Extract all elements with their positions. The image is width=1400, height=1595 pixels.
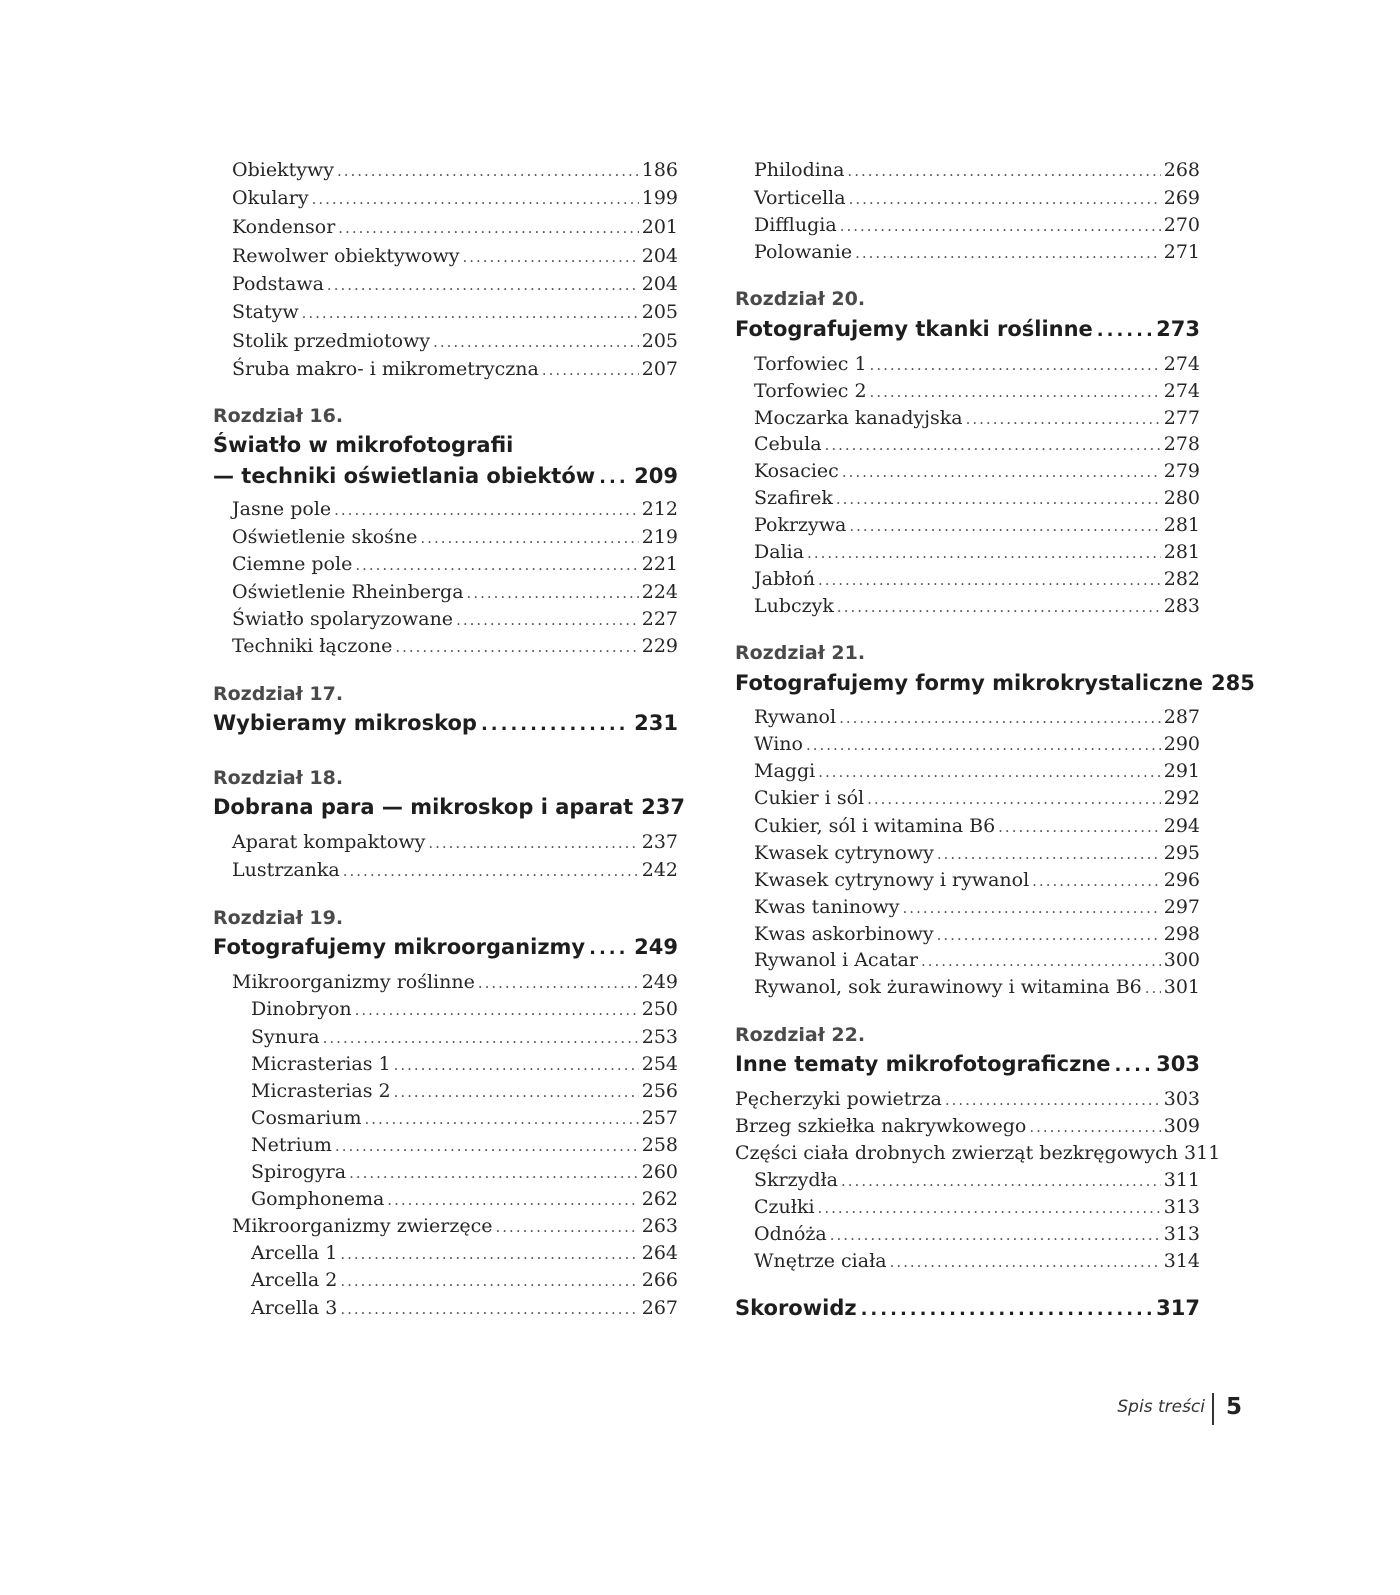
entry-page: 292 xyxy=(1163,787,1200,809)
dot-leader xyxy=(818,568,1161,592)
dot-leader xyxy=(355,553,638,577)
entry-page: 186 xyxy=(641,159,678,181)
toc-entry[interactable] xyxy=(735,922,1200,947)
chapter-title-line: Wybieramy mikroskop xyxy=(213,711,477,735)
dot-leader xyxy=(496,1215,639,1239)
chapter-title-line: Fotografujemy tkanki roślinne xyxy=(735,317,1093,341)
entry-page: 294 xyxy=(1163,815,1200,837)
entry-page: 278 xyxy=(1163,433,1200,455)
entry-page: 274 xyxy=(1163,380,1200,402)
toc-subentry[interactable] xyxy=(213,1133,678,1158)
toc-entry[interactable] xyxy=(213,215,678,240)
entry-page: 242 xyxy=(641,859,678,881)
dot-leader xyxy=(323,1026,639,1050)
entry-label: Śruba makro- i mikrometryczna xyxy=(232,358,539,380)
entry-label: Podstawa xyxy=(232,273,324,295)
entry-page: 199 xyxy=(641,187,678,209)
toc-entry[interactable] xyxy=(213,607,678,632)
entry-page: 204 xyxy=(641,273,678,295)
entry-label: Mikroorganizmy roślinne xyxy=(232,971,475,993)
toc-entry[interactable] xyxy=(735,594,1200,619)
entry-label: Części ciała drobnych zwierząt bezkręgowych xyxy=(735,1142,1179,1164)
entry-label: Skrzydła xyxy=(754,1169,839,1191)
toc-subentry[interactable] xyxy=(213,1025,678,1050)
dot-leader xyxy=(966,407,1161,431)
dot-leader xyxy=(327,273,639,297)
entry-label: Torfowiec 1 xyxy=(754,353,867,375)
entry-label: Okulary xyxy=(232,187,309,209)
entry-label: Cosmarium xyxy=(251,1107,362,1129)
entry-page: 309 xyxy=(1163,1115,1200,1137)
toc-entry[interactable] xyxy=(735,213,1200,238)
toc-entry[interactable] xyxy=(213,552,678,577)
dot-leader xyxy=(825,433,1161,457)
entry-page: 219 xyxy=(641,526,678,548)
toc-subentry[interactable] xyxy=(213,1106,678,1131)
chapter-page: 273 xyxy=(1156,317,1200,341)
chapter-page: 237 xyxy=(641,795,685,819)
toc-entry[interactable] xyxy=(735,567,1200,592)
entry-page: 250 xyxy=(641,998,678,1020)
entry-page: 266 xyxy=(641,1269,678,1291)
chapter-page: 231 xyxy=(634,711,678,735)
dot-leader xyxy=(394,1053,639,1077)
entry-page: 264 xyxy=(641,1242,678,1264)
dot-leader xyxy=(340,1269,638,1293)
entry-page: 205 xyxy=(641,301,678,323)
dot-leader xyxy=(806,733,1161,757)
entry-label: Cebula xyxy=(754,433,822,455)
dot-leader xyxy=(1032,869,1161,893)
toc-subentry[interactable] xyxy=(213,1160,678,1185)
dot-leader xyxy=(937,842,1161,866)
entry-page: 303 xyxy=(1163,1088,1200,1110)
entry-label: Wnętrze ciała xyxy=(754,1250,887,1272)
entry-page: 290 xyxy=(1163,733,1200,755)
entry-page: 314 xyxy=(1163,1250,1200,1272)
dot-leader xyxy=(818,1196,1161,1220)
entry-page: 229 xyxy=(641,635,678,657)
entry-page: 311 xyxy=(1163,1169,1200,1191)
chapter-label: Rozdział 17. xyxy=(213,683,344,705)
dot-leader xyxy=(849,514,1160,538)
entry-label: Kwasek cytrynowy i rywanol xyxy=(754,869,1030,891)
dot-leader xyxy=(903,896,1161,920)
toc-entry[interactable] xyxy=(735,1114,1200,1139)
entry-label: Aparat kompaktowy xyxy=(232,831,426,853)
toc-entry[interactable] xyxy=(213,830,678,855)
entry-page: 281 xyxy=(1163,514,1200,536)
entry-page: 291 xyxy=(1163,760,1200,782)
toc-entry[interactable] xyxy=(735,352,1200,377)
dot-leader xyxy=(945,1088,1161,1112)
dot-leader xyxy=(312,187,639,211)
entry-page: 281 xyxy=(1163,541,1200,563)
toc-entry[interactable] xyxy=(213,634,678,659)
toc-entry[interactable] xyxy=(735,186,1200,211)
dot-leader xyxy=(807,541,1161,565)
dot-leader xyxy=(921,949,1161,973)
entry-label: Rywanol xyxy=(754,706,837,728)
entry-page: 298 xyxy=(1163,923,1200,945)
footer-divider xyxy=(1212,1393,1214,1425)
entry-label: Arcella 3 xyxy=(251,1297,338,1319)
toc-entry[interactable] xyxy=(735,432,1200,457)
entry-label: Micrasterias 1 xyxy=(251,1053,391,1075)
entry-label: Arcella 2 xyxy=(251,1269,338,1291)
dot-leader xyxy=(847,159,1160,183)
entry-label: Difflugia xyxy=(754,214,837,236)
entry-label: Spirogyra xyxy=(251,1161,347,1183)
chapter-title-line: Fotografujemy mikroorganizmy xyxy=(213,935,586,959)
entry-page: 262 xyxy=(641,1188,678,1210)
entry-label: Arcella 1 xyxy=(251,1242,338,1264)
footer-title: Spis treści xyxy=(1117,1397,1205,1417)
dot-leader xyxy=(462,245,638,269)
entry-page: 283 xyxy=(1163,595,1200,617)
toc-entry[interactable] xyxy=(735,513,1200,538)
toc-entry[interactable] xyxy=(213,357,678,382)
toc-subentry[interactable] xyxy=(213,1296,678,1321)
dot-leader xyxy=(855,241,1161,265)
entry-page: 287 xyxy=(1163,706,1200,728)
entry-page: 313 xyxy=(1163,1196,1200,1218)
dot-leader xyxy=(837,595,1161,619)
entry-label: Netrium xyxy=(251,1134,332,1156)
entry-page: 297 xyxy=(1163,896,1200,918)
entry-label: Rywanol, sok żurawinowy i witamina B6 xyxy=(754,976,1142,998)
entry-page: 277 xyxy=(1163,407,1200,429)
entry-page: 282 xyxy=(1163,568,1200,590)
entry-page: 267 xyxy=(641,1297,678,1319)
entry-page: 271 xyxy=(1163,241,1200,263)
chapter-title-line: Dobrana para — mikroskop i aparat xyxy=(213,795,634,819)
chapter-title[interactable] xyxy=(213,933,678,963)
toc-entry[interactable] xyxy=(735,948,1200,973)
entry-label: Rewolwer obiektywowy xyxy=(232,245,460,267)
entry-label: Mikroorganizmy zwierzęce xyxy=(232,1215,493,1237)
dot-leader xyxy=(428,831,638,855)
toc-entry[interactable] xyxy=(735,1087,1200,1112)
entry-label: Stolik przedmiotowy xyxy=(232,330,431,352)
toc-entry[interactable] xyxy=(735,406,1200,431)
entry-label: Kwasek cytrynowy xyxy=(754,842,934,864)
entry-label: Dalia xyxy=(754,541,805,563)
dot-leader xyxy=(335,1134,639,1158)
dot-leader xyxy=(599,464,630,492)
toc-subentry[interactable] xyxy=(735,1168,1200,1193)
entry-label: Torfowiec 2 xyxy=(754,380,867,402)
dot-leader xyxy=(890,1250,1161,1274)
entry-label: Obiektywy xyxy=(232,159,334,181)
entry-page: 296 xyxy=(1163,869,1200,891)
entry-page: 280 xyxy=(1163,487,1200,509)
entry-page: 270 xyxy=(1163,214,1200,236)
entry-label: Światło spolaryzowane xyxy=(232,608,454,630)
dot-leader xyxy=(937,923,1161,947)
toc-entry[interactable] xyxy=(213,525,678,550)
dot-leader xyxy=(836,487,1161,511)
toc-entry[interactable] xyxy=(735,975,1200,1000)
entry-page: 263 xyxy=(641,1215,678,1237)
chapter-label: Rozdział 21. xyxy=(735,642,866,664)
toc-entry[interactable] xyxy=(735,379,1200,404)
entry-label: Kondensor xyxy=(232,216,336,238)
entry-label: Wino xyxy=(754,733,803,755)
toc-entry[interactable] xyxy=(213,497,678,522)
entry-page: 253 xyxy=(641,1026,678,1048)
toc-entry[interactable] xyxy=(735,459,1200,484)
entry-label: Rywanol i Acatar xyxy=(754,949,918,971)
dot-leader xyxy=(394,1080,639,1104)
dot-leader xyxy=(1097,317,1152,345)
entry-page: 254 xyxy=(641,1053,678,1075)
entry-page: 274 xyxy=(1163,353,1200,375)
dot-leader xyxy=(387,1188,638,1212)
entry-label: Dinobryon xyxy=(251,998,352,1020)
chapter-label: Rozdział 18. xyxy=(213,767,344,789)
entry-page: 257 xyxy=(641,1107,678,1129)
toc-entry[interactable] xyxy=(213,186,678,211)
toc-entry[interactable] xyxy=(213,858,678,883)
dot-leader xyxy=(818,760,1161,784)
entry-label: Philodina xyxy=(754,159,845,181)
dot-leader xyxy=(343,859,639,883)
toc-entry[interactable] xyxy=(735,1141,1221,1166)
entry-label: Vorticella xyxy=(754,187,846,209)
entry-label: Kwas taninowy xyxy=(754,896,900,918)
toc-subentry[interactable] xyxy=(735,1195,1200,1220)
dot-leader xyxy=(841,1169,1161,1193)
chapter-title-line: Skorowidz xyxy=(735,1296,857,1320)
entry-label: Techniki łączone xyxy=(232,635,393,657)
toc-subentry[interactable] xyxy=(213,1268,678,1293)
entry-label: Szafirek xyxy=(754,487,833,509)
entry-label: Polowanie xyxy=(754,241,853,263)
dot-leader xyxy=(395,635,638,659)
dot-leader xyxy=(334,498,639,522)
entry-page: 256 xyxy=(641,1080,678,1102)
page-number: 5 xyxy=(1226,1394,1243,1420)
dot-leader xyxy=(349,1161,639,1185)
dot-leader xyxy=(849,187,1161,211)
entry-page: 224 xyxy=(641,581,678,603)
entry-page: 301 xyxy=(1163,976,1200,998)
dot-leader xyxy=(1029,1115,1160,1139)
toc-entry[interactable] xyxy=(735,786,1200,811)
toc-subentry[interactable] xyxy=(213,1241,678,1266)
entry-page: 205 xyxy=(641,330,678,352)
entry-label: Cukier, sól i witamina B6 xyxy=(754,815,996,837)
toc-entry[interactable] xyxy=(213,244,678,269)
chapter-title[interactable]: Światło w mikrofotografii xyxy=(213,433,514,457)
dot-leader xyxy=(340,1297,638,1321)
dot-leader xyxy=(364,1107,638,1131)
entry-label: Cukier i sól xyxy=(754,787,865,809)
entry-page: 268 xyxy=(1163,159,1200,181)
chapter-title-line: Fotografujemy formy mikrokrystaliczne xyxy=(735,671,1203,695)
toc-entry[interactable] xyxy=(213,580,678,605)
toc-subentry[interactable] xyxy=(213,997,678,1022)
entry-label: Jasne pole xyxy=(232,498,332,520)
dot-leader xyxy=(861,1296,1153,1324)
toc-entry[interactable] xyxy=(213,970,678,995)
chapter-page: 285 xyxy=(1210,671,1255,695)
chapter-page: 209 xyxy=(634,464,678,488)
entry-page: 313 xyxy=(1163,1223,1200,1245)
dot-leader xyxy=(337,159,639,183)
entry-label: Oświetlenie skośne xyxy=(232,526,418,548)
entry-label: Ciemne pole xyxy=(232,553,353,575)
chapter-label: Rozdział 22. xyxy=(735,1024,866,1046)
dot-leader xyxy=(839,706,1161,730)
entry-label: Synura xyxy=(251,1026,320,1048)
toc-subentry[interactable] xyxy=(735,1249,1200,1274)
dot-leader xyxy=(481,711,630,739)
dot-leader xyxy=(830,1223,1161,1247)
toc-entry[interactable] xyxy=(213,300,678,325)
entry-page: 249 xyxy=(641,971,678,993)
chapter-title[interactable] xyxy=(213,709,678,739)
entry-label: Oświetlenie Rheinberga xyxy=(232,581,464,603)
chapter-title-line: — techniki oświetlania obiektów xyxy=(213,464,596,488)
dot-leader xyxy=(340,1242,638,1266)
toc-entry[interactable] xyxy=(213,272,678,297)
dot-leader xyxy=(355,998,639,1022)
entry-page: 212 xyxy=(641,498,678,520)
toc-subentry[interactable] xyxy=(735,1222,1200,1247)
entry-page: 295 xyxy=(1163,842,1200,864)
dot-leader xyxy=(870,353,1161,377)
entry-page: 221 xyxy=(641,553,678,575)
entry-label: Maggi xyxy=(754,760,816,782)
toc-entry[interactable] xyxy=(735,705,1200,730)
chapter-label: Rozdział 16. xyxy=(213,405,344,427)
chapter-title-line: Inne tematy mikrofotograficzne xyxy=(735,1052,1111,1076)
dot-leader xyxy=(1115,1052,1153,1080)
dot-leader xyxy=(420,526,638,550)
chapter-label: Rozdział 19. xyxy=(213,907,344,929)
dot-leader xyxy=(456,608,639,632)
chapter-title[interactable] xyxy=(213,462,678,492)
entry-label: Pęcherzyki powietrza xyxy=(735,1088,942,1110)
entry-label: Moczarka kanadyjska xyxy=(754,407,963,429)
dot-leader xyxy=(1145,976,1161,1000)
entry-page: 201 xyxy=(641,216,678,238)
toc-entry[interactable] xyxy=(735,158,1200,183)
entry-label: Brzeg szkiełka nakrywkowego xyxy=(735,1115,1027,1137)
dot-leader xyxy=(467,581,639,605)
chapter-title[interactable] xyxy=(213,793,685,823)
dot-leader xyxy=(870,380,1161,404)
dot-leader xyxy=(302,301,639,325)
entry-label: Kosaciec xyxy=(754,460,839,482)
dot-leader xyxy=(842,460,1161,484)
entry-page: 227 xyxy=(641,608,678,630)
chapter-label: Rozdział 20. xyxy=(735,288,866,310)
dot-leader xyxy=(542,358,639,382)
toc-entry[interactable] xyxy=(735,841,1200,866)
page-footer xyxy=(1110,1393,1260,1425)
entry-label: Micrasterias 2 xyxy=(251,1080,391,1102)
entry-page: 311 xyxy=(1184,1142,1221,1164)
dot-leader xyxy=(338,216,638,240)
chapter-page: 249 xyxy=(634,935,678,959)
dot-leader xyxy=(589,935,630,963)
dot-leader xyxy=(433,330,639,354)
entry-page: 258 xyxy=(641,1134,678,1156)
toc-entry[interactable] xyxy=(213,1214,678,1239)
dot-leader xyxy=(840,214,1161,238)
entry-page: 237 xyxy=(641,831,678,853)
dot-leader xyxy=(478,971,639,995)
entry-page: 260 xyxy=(641,1161,678,1183)
toc-subentry[interactable] xyxy=(213,1052,678,1077)
toc-entry[interactable] xyxy=(213,329,678,354)
chapter-title[interactable] xyxy=(735,1050,1200,1080)
entry-label: Lustrzanka xyxy=(232,859,340,881)
toc-subentry[interactable] xyxy=(213,1187,678,1212)
entry-page: 300 xyxy=(1163,949,1200,971)
chapter-page: 317 xyxy=(1156,1296,1200,1320)
entry-label: Kwas askorbinowy xyxy=(754,923,934,945)
toc-entry[interactable] xyxy=(735,732,1200,757)
entry-label: Czułki xyxy=(754,1196,815,1218)
entry-page: 204 xyxy=(641,245,678,267)
chapter-page: 303 xyxy=(1156,1052,1200,1076)
toc-subentry[interactable] xyxy=(213,1079,678,1104)
entry-label: Pokrzywa xyxy=(754,514,847,536)
chapter-title[interactable] xyxy=(735,315,1200,345)
entry-page: 279 xyxy=(1163,460,1200,482)
entry-label: Statyw xyxy=(232,301,299,323)
toc-entry[interactable] xyxy=(735,759,1200,784)
entry-label: Jabłoń xyxy=(754,568,815,590)
dot-leader xyxy=(998,815,1161,839)
toc-entry[interactable] xyxy=(735,868,1200,893)
toc-entry[interactable] xyxy=(735,240,1200,265)
toc-entry[interactable] xyxy=(213,158,678,183)
entry-label: Gomphonema xyxy=(251,1188,385,1210)
entry-label: Lubczyk xyxy=(754,595,834,617)
entry-label: Odnóża xyxy=(754,1223,827,1245)
toc-entry[interactable] xyxy=(735,895,1200,920)
dot-leader xyxy=(867,787,1161,811)
toc-entry[interactable] xyxy=(735,540,1200,565)
toc-entry[interactable] xyxy=(735,486,1200,511)
entry-page: 269 xyxy=(1163,187,1200,209)
chapter-title[interactable] xyxy=(735,669,1255,699)
entry-page: 207 xyxy=(641,358,678,380)
index-title[interactable] xyxy=(735,1294,1200,1324)
toc-entry[interactable] xyxy=(735,814,1200,839)
